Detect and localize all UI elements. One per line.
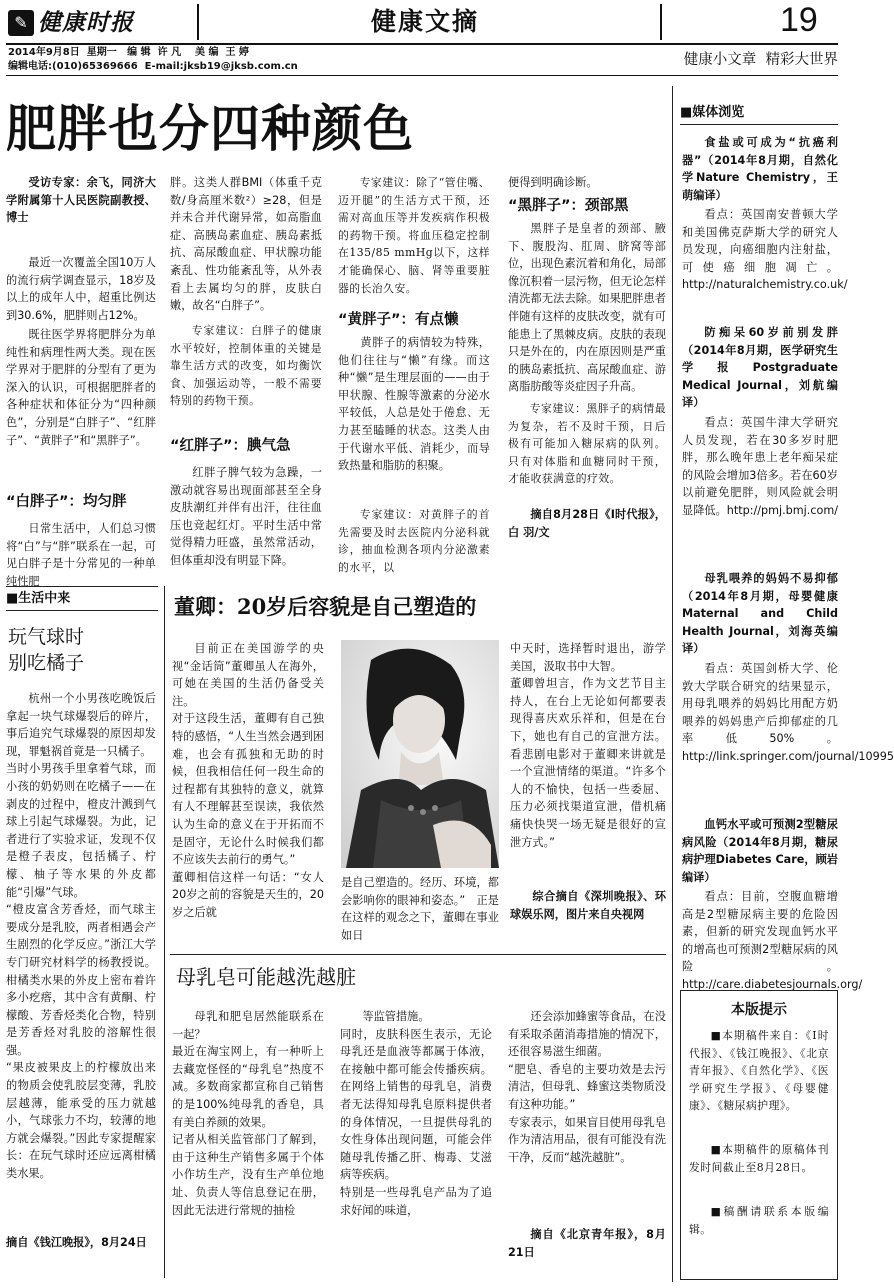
life-title-line2: 别吃橘子: [8, 652, 85, 674]
notice-para3: ■稿酬请联系本版编辑。: [689, 1205, 829, 1236]
logo-text: 健康时报: [38, 9, 134, 36]
media-item2-title: 防痴呆60岁前别发胖（2014年8月期，医学研究生学报Postgraduate Medical Journal，刘航编译）: [682, 326, 838, 410]
life-credit: 摘自《钱江晚报》，8月24日: [6, 1236, 147, 1249]
advice-black: 专家建议：黑胖子的病情最为复杂，若不及时干预，日后极有可能加入糖尿病的队列。只有对体脂和血糖同时干预，才能收获满意的疗效。: [508, 402, 666, 486]
soap-headline: 母乳皂可能越洗越脏: [176, 965, 356, 989]
media-item1-title: 食盐或可成为“抗癌利器”（2014年8月期，自然化学Nature Chemistry，王萌编译）: [682, 136, 838, 202]
portrait-photo: [341, 640, 499, 868]
media-item3-body: 看点：英国剑桥大学、伦敦大学联合研究的结果显示，用母乳喂养的妈妈比用配方奶喂养的妈妈患产后抑郁症的几率低50%。http://link.springer.com/journal/10995: [682, 662, 894, 763]
square-bullet-icon: ■: [6, 591, 19, 606]
newspaper-logo: [8, 8, 136, 38]
notice-para2: ■本期稿件的原稿体刊发时间截止至8月28日。: [689, 1143, 829, 1174]
subhead-red-fat: “红胖子”：腆气急: [170, 438, 291, 454]
dongqing-under-photo: 是自己塑造的。经历、环境，都会影响你的眼神和姿态。” 正是在这样的观念之下，董卿在事业如日: [341, 876, 499, 942]
media-item2-body: 看点：英国牛津大学研究人员发现，若在30多岁时肥胖，那么晚年患上老年痴呆症的风险会增加3倍多。若在60岁以前避免肥胖，则风险就会明显降低。http://pmj.bmj.com/: [682, 416, 839, 517]
soap-credit: 摘自《北京青年报》，8月21日: [508, 1228, 666, 1259]
life-body: 杭州一个小男孩吃晚饭后拿起一块气球爆裂后的碎片，事后追究气球爆裂的原因却发现，罪魁祸首竟是一只橘子。 当时小男孩手里拿着气球，而小孩的奶奶则在吃橘子——在剥皮的过程中，橙皮汁溅到气球上引起气球爆裂。为此，记者进行了实验求证，发现不仅是橙子表皮，包括橘子、柠檬、柚子等水果的外皮都能“引爆”气球。 “橙皮富含芳香烃，而气球主要成分是乳胶，两者相遇会产生剧烈的化学反应。”浙江大学专门研究材料学的杨教授说。柑橘类水果的外皮上密布着许多小疙瘩，其中含有黄酮、柠檬酸、芳香烃类化合物，特别是芳香烃对乳胶的溶解性很强。 “果皮被果皮上的柠檬放出来的物质会使乳胶层变薄，乳胶层越薄，能承受的压力就越小，气球张力不均，较薄的地方就会爆裂。”因此专家提醒家长：在玩气球时还应远离柑橘类水果。: [6, 692, 156, 1181]
media-list: [682, 134, 894, 991]
main-col4-para1: 黑胖子是皇者的颈部、腋下、腹股沟、肛周、脐窝等部位，出现色素沉着和角化，局部像沉积着一层污物，但无论怎样清洗都无法去除。如果肥胖患者伴随有这样的皮肤改变，就有可能患上了黑棘皮病。皮肤的表现只是外在的，内在原因则是严重的胰岛素抵抗、高尿酸血症、游离脂肪酸等炎症因子升高。: [508, 222, 666, 394]
section-title: 健康文摘: [370, 7, 479, 36]
expert-intro: 受访专家：余飞，同济大学附属第十人民医院副教授、博士: [6, 176, 156, 225]
main-col1-para1: 最近一次覆盖全国10万人的流行病学调查显示，18岁及以上的成年人中，超重比例达到30.6%，肥胖则占12%。: [6, 256, 156, 322]
main-col2-para2: 红胖子脾气较为急躁，一激动就容易出现面部甚至全身皮肤潮红并伴有出汗，往往血压也竞起红灯。平时生活中常觉得精力旺盛，虽然常活动，但体重却没有明显下降。: [170, 466, 322, 567]
subhead-white-fat: “白胖子”：均匀胖: [6, 494, 127, 510]
subhead-yellow-fat: “黄胖子”：有点懒: [338, 312, 459, 328]
soap-col-3-wrap: [508, 1008, 666, 1278]
media-item3-title: 母乳喂养的妈妈不易抑郁（2014年8月期，母婴健康Maternal and Child Health Journal，刘海英编译）: [682, 572, 838, 656]
page-number: 19: [780, 1, 818, 39]
dongqing-photo: [341, 640, 499, 868]
soap-col-2: 等监管措施。 同时，皮肤科医生表示，无论母乳还是血液等都属于体液，在接触中都可能会传播疾病。在网络上销售的母乳皂，消费者无法得知母乳皂原料提供者的身体情况，一旦提供母乳的女性身体出现问题，可能会伴随母乳传播乙肝、梅毒、艾滋病等疾病。 特别是一些母乳皂产品为了追求好闻的味道，: [340, 1010, 492, 1217]
slogan: 健康小文章 精彩大世界: [683, 52, 838, 68]
advice-yellow: 专家建议：对黄胖子的首先需要及时去医院内分泌科就诊，抽血检测各项内分泌激素的水平，以: [338, 508, 490, 574]
main-col4-intro: 便得到明确诊断。: [508, 176, 598, 189]
media-item4-body: 看点：目前，空腹血糖增高是2型糖尿病主要的危险因素，但新的研究发现血钙水平的增高也可预测2型糖尿病的风险。http://care.diabetesjournals.org/: [682, 890, 863, 991]
soap-col-1: 母乳和肥皂居然能联系在一起？ 最近在淘宝网上，有一种听上去藏宽怪怪的“母乳皂”热度不减。多数商家都宣称自己销售的是100%纯母乳的香皂，具有美白养颜的效果。 记者从相关监管部门了解到，由于这种生产销售多属于个体小作坊生产，没有生产单位地址、负责人等信息登记在册，因此无法进行常规的抽检: [172, 1010, 324, 1217]
dongqing-right-text: 中天时，选择暂时退出，游学美国，汲取书中大智。 董卿曾坦言，作为文艺节目主持人，在台上无论如何都要表现得喜庆欢乐祥和，但是在台下，她也有自己的宣泄方法。看悲剧电影对于董卿来讲就是一个宣泄情绪的渠道。“许多个人的不愉快，包括一些委屈、压力必须找渠道宣泄，借机痛痛快快哭一场无疑是很好的宣泄方式。”: [510, 642, 666, 849]
main-headline: 肥胖也分四种颜色: [6, 99, 414, 158]
dongqing-credit: 综合摘自《深圳晚报》、环球娱乐网，图片来自央视网: [510, 890, 666, 921]
main-credit: 摘自8月28日《I时代报》，白 羽/文: [508, 508, 666, 539]
main-col3-para1: 黄胖子的病情较为特殊，他们往往与“懒”有缘。而这种“懒”是生理层面的——由于甲状腺、性腺等激素的分泌水平较低，人总是处于倦怠、无力甚至瞌睡的状态。这类人由于代谢水平低、消耗少，而导致热量和脂肪的积聚。: [338, 336, 490, 473]
main-col2-para1: 胖。这类人群BMI（体重千克数/身高厘米数²）≥28，但是并未合并代谢异常，如高脂血症、高胰岛素血症、胰岛素抵抗、高尿酸血症、甲状腺功能紊乱、性功能紊乱等，从外表看上去属均匀的胖，皮肤白嫩，故名“白胖子”。: [170, 176, 322, 313]
life-title-line1: 玩气球时: [8, 626, 85, 648]
contact-line: 编辑电话:(010)65369666 E-mail:jksb19@jksb.com.cn: [8, 61, 298, 72]
notice-box: [680, 990, 838, 1280]
date-line: 2014年9月8日 星期一 编 辑 许 凡 美 编 王 婷: [8, 47, 249, 58]
life-section-label: [6, 590, 70, 608]
main-col1-para2: 既往医学界将肥胖分为单纯性和病理性两大类。现在医学界对于肥胖的分型有了更为深入的认识，可根据肥胖者的各种症状和体征分为“四种颜色”，分别是“白胖子”、“红胖子”、“黄胖子”和“黑胖子”。: [6, 328, 156, 447]
notice-para1: ■本期稿件来自：《I时代报》、《钱江晚报》、《北京青年报》、《自然化学》、《医学研究生学报》、《母婴健康》、《糖尿病护理》。: [689, 1029, 829, 1113]
main-col-1: [6, 174, 156, 586]
soap-col-3: 还会添加蜂蜜等食品，在没有采取杀菌消毒措施的情况下，还很容易滋生细菌。 “肥皂、香皂的主要功效是去污清洁，但母乳、蜂蜜这类物质没有这种功能。” 专家表示，如果盲目使用母乳皂作为清洁用品，很有可能没有洗干净，反而“越洗越脏”。: [508, 1010, 666, 1164]
main-col1-para3: 日常生活中，人们总习惯将“白”与“胖”联系在一起，可见白胖子是十分常见的一种单纯性肥: [6, 522, 156, 588]
dongqing-left-text: 目前正在美国游学的央视“金话筒”董卿虽人在海外，可她在美国的生活仍备受关注。 对于这段生活，董卿有自己独特的感悟，“人生当然会遇到困难，也会有孤独和无助的时候，但我相信任何一段生命的过程都有其独特的意义，就算有人不理解甚至误读，我依然认为生命的意义在于开拓而不是固守，无论什么时候我们都不应该失去前行的勇气。” 董卿相信这样一句话：“女人20岁之前的容貌是天生的，20岁之后就: [172, 642, 324, 919]
main-col-4: [508, 174, 666, 586]
notice-title: 本版提示: [731, 1002, 787, 1018]
media-section-text: 媒体浏览: [692, 105, 745, 120]
main-col-3: [338, 174, 490, 586]
main-col-2: [170, 174, 322, 586]
advice-white: 专家建议：白胖子的健康水平较好，控制体重的关键是靠生活方式的改变，如均衡饮食、加强运动等，一般不需要特别的药物干预。: [170, 324, 322, 408]
dongqing-headline: 董卿：20岁后容貌是自己塑造的: [174, 594, 477, 619]
life-section-text: 生活中来: [18, 591, 71, 606]
media-section-label: [680, 104, 838, 125]
square-bullet-icon: ■: [680, 105, 693, 120]
logo-mark-icon: ✎: [8, 10, 34, 36]
advice-red: 专家建议：除了“管住嘴、迈开腿”的生活方式干预，还需对高血压等并发疾病作积极的药物干预。将血压稳定控制在135/85 mmHg以下，这样才能确保心、脑、肾等重要脏器的长治久安。: [338, 176, 490, 295]
media-item1-body: 看点：英国南安普顿大学和美国佛克萨斯大学的研究人员发现，向癌细胞内注射盐，可使癌细胞凋亡。http://naturalchemistry.co.uk/: [682, 208, 848, 292]
dongqing-right-col: [510, 640, 666, 950]
subhead-black-fat: “黑胖子”：颈部黑: [508, 198, 629, 214]
masthead: [0, 0, 844, 78]
media-item4-title: 血钙水平或可预测2型糖尿病风险（2014年8月期，糖尿病护理Diabetes Care，顾岩编译）: [682, 818, 838, 884]
